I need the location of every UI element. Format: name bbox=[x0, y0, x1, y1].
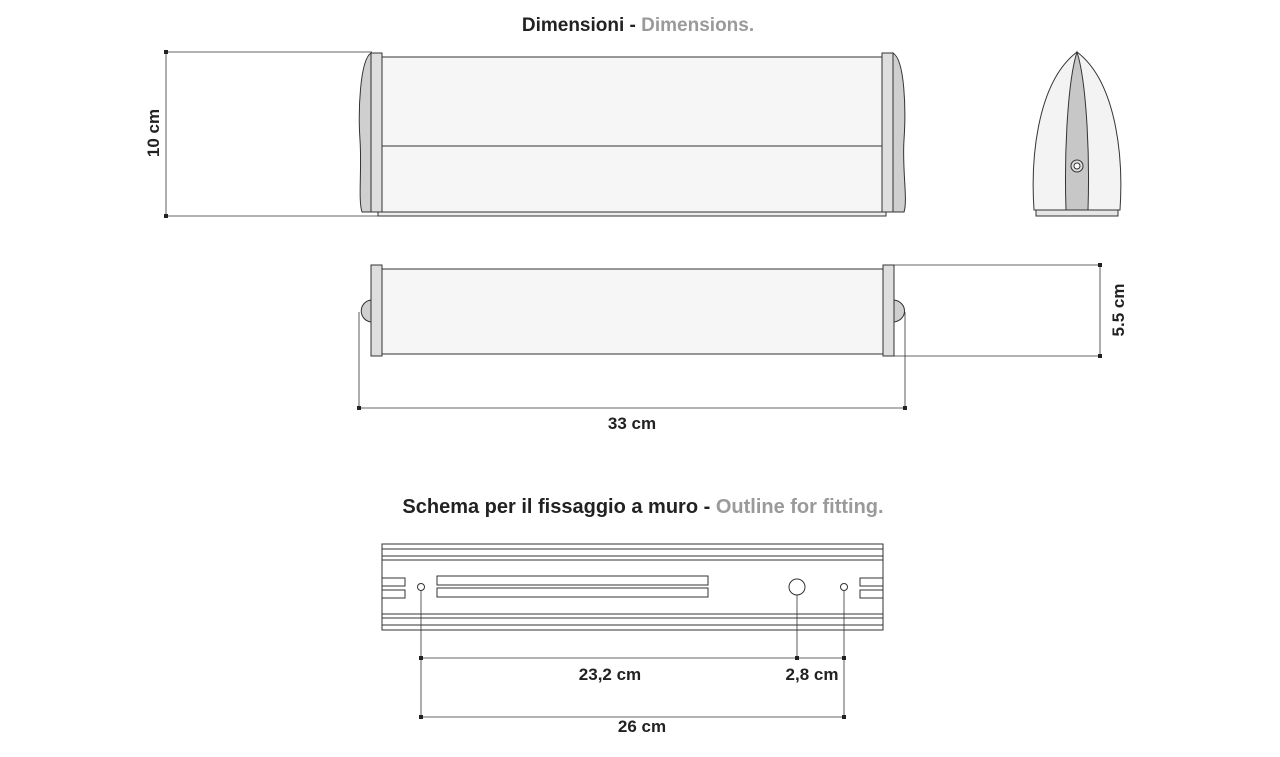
length-dimension-label: 33 cm bbox=[607, 414, 657, 433]
height-dimension-label: 10 cm bbox=[144, 108, 163, 158]
depth-dimension-label: 5.5 cm bbox=[1109, 283, 1128, 337]
front-view bbox=[164, 50, 905, 218]
fitting-outline bbox=[382, 544, 883, 719]
title-fitting-english: Outline for fitting. bbox=[715, 496, 884, 518]
hole-distance-total-label: 26 cm bbox=[617, 717, 667, 736]
hole-distance-a-label: 23,2 cm bbox=[578, 665, 642, 684]
title-dimensions-english: Dimensions. bbox=[641, 15, 755, 36]
title-dimensions-italian: Dimensioni - bbox=[521, 15, 642, 36]
title-fitting-italian: Schema per il fissaggio a muro - bbox=[402, 496, 716, 518]
side-view bbox=[1033, 52, 1121, 216]
top-view bbox=[357, 263, 1102, 410]
hole-distance-b-label: 2,8 cm bbox=[785, 665, 839, 684]
